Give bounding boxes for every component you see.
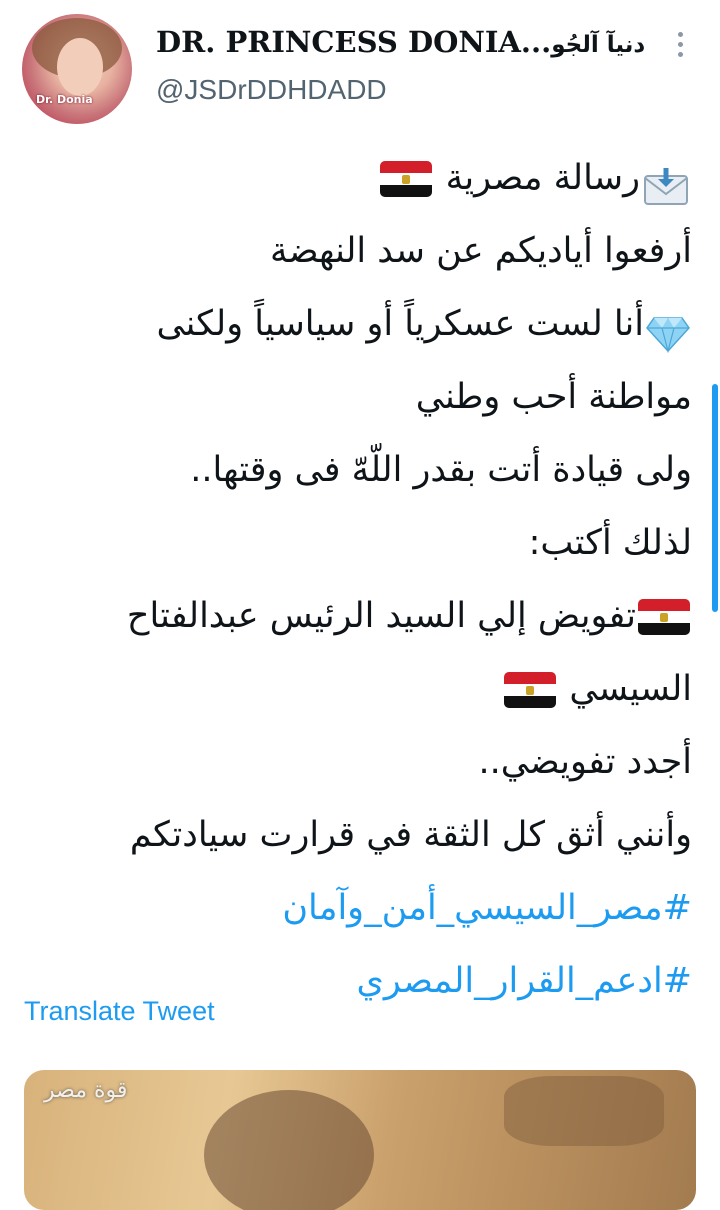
tweet-line-text: لذلك أكتب: (528, 523, 692, 563)
tweet-line-text: رسالة مصرية (445, 158, 640, 198)
tweet-line-text: أرفعوا أياديكم عن سد النهضة (269, 231, 692, 271)
user-handle[interactable]: @JSDrDDHDADD (156, 74, 387, 105)
hashtag-link[interactable]: #مصر_السيسي_أمن_وآمان (282, 888, 692, 928)
avatar-face (57, 38, 103, 96)
media-blur-shape (204, 1090, 374, 1210)
avatar-logo-text: Dr. Donia (36, 93, 93, 106)
display-name[interactable] (156, 24, 656, 63)
more-dot-icon (678, 42, 683, 47)
tweet-line-text: السيسي (569, 669, 692, 709)
scrollbar[interactable] (712, 384, 718, 612)
diamond-icon (646, 306, 690, 344)
media-blur-shape (504, 1076, 664, 1146)
display-name-arabic: دنيآ آلجُو (551, 32, 646, 58)
tweet-line (22, 288, 692, 361)
more-dot-icon (678, 32, 683, 37)
translate-tweet-link[interactable]: Translate Tweet (24, 996, 215, 1026)
tweet-line-text: أجدد تفويضي.. (478, 742, 692, 782)
tweet-text (22, 142, 692, 1018)
egypt-flag-icon (380, 161, 432, 197)
tweet-line (22, 799, 692, 872)
envelope-icon (642, 159, 690, 199)
more-dot-icon (678, 52, 683, 57)
egypt-flag-icon (504, 672, 556, 708)
avatar[interactable] (22, 14, 132, 124)
tweet-line (22, 434, 692, 507)
tweet-line-text: ولى قيادة أتت بقدر اللّهّ فى وقتها.. (190, 450, 692, 490)
tweet-line (22, 653, 692, 726)
tweet-header (0, 0, 720, 130)
media-watermark: قوة مصر (44, 1078, 128, 1103)
tweet-line-text: أنا لست عسكرياً أو سياسياً ولكنى (156, 304, 644, 344)
media-preview[interactable] (24, 1070, 696, 1210)
tweet-line (22, 361, 692, 434)
tweet-line (22, 580, 692, 653)
display-name-latin: DR. PRINCESS DONIA... (156, 25, 552, 59)
hashtag-link[interactable]: #ادعم_القرار_المصري (356, 961, 692, 1001)
tweet-line (22, 142, 692, 215)
tweet-line-text: وأنني أثق كل الثقة في قرارت سيادتكم (129, 815, 692, 855)
tweet-line (22, 507, 692, 580)
egypt-flag-icon (638, 599, 690, 635)
tweet-line-text: تفويض إلي السيد الرئيس عبدالفتاح (126, 596, 636, 636)
tweet-line (22, 215, 692, 288)
tweet-line (22, 726, 692, 799)
more-options-button[interactable] (666, 24, 694, 64)
tweet-line-text: مواطنة أحب وطني (415, 377, 692, 417)
